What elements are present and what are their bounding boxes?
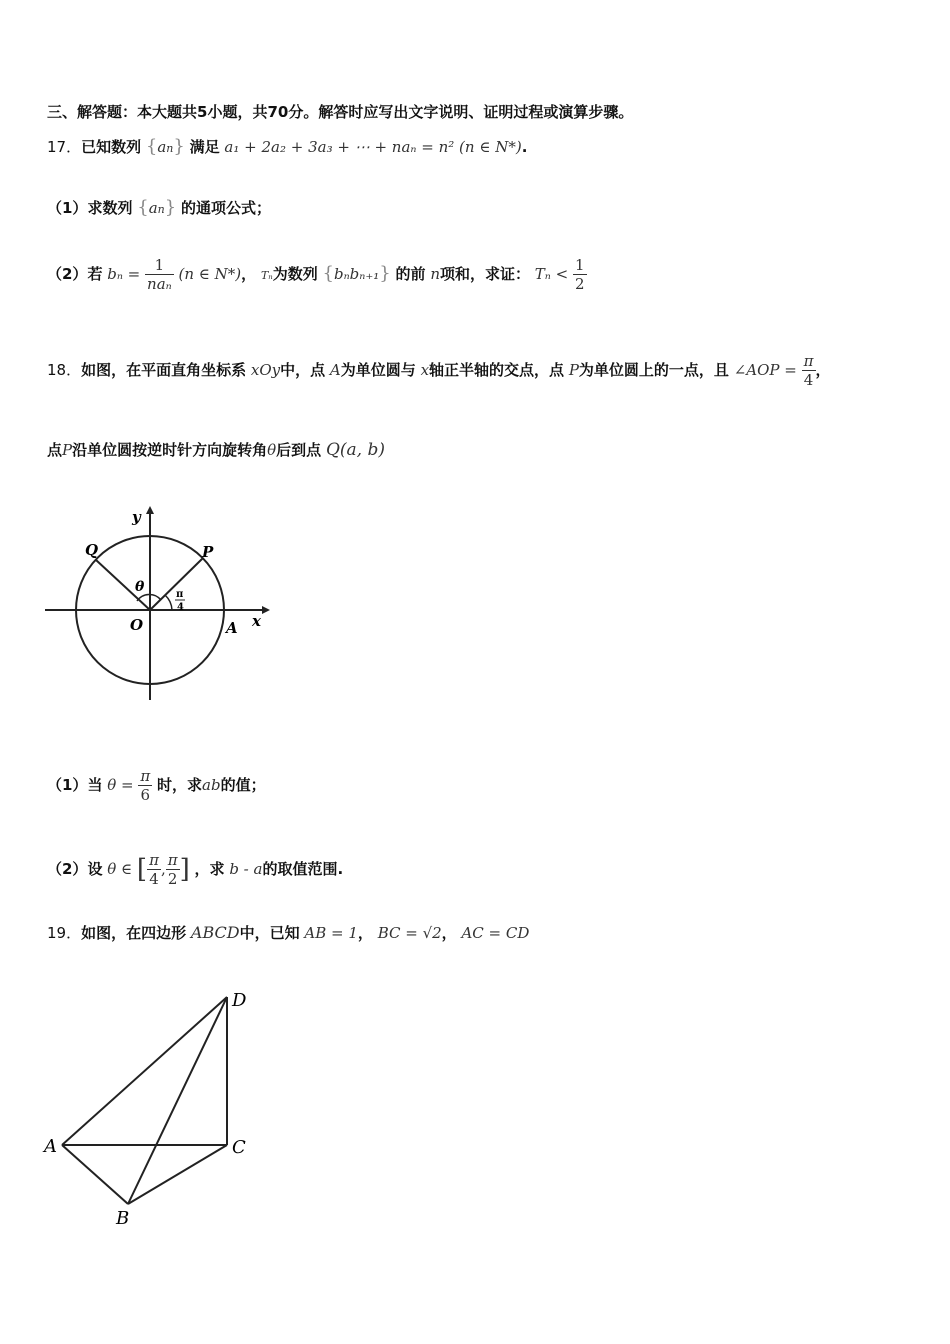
edge-AD: [62, 997, 227, 1145]
O-label: O: [130, 616, 144, 634]
y-axis-arrow: [146, 506, 154, 514]
A-label: A: [226, 619, 238, 637]
q18-pi-2: $\frac{\pi}{2}$: [167, 851, 178, 888]
section-header: 三、解答题：本大题共5小题，共70分。解答时应写出文字说明、证明过程或演算步骤。: [47, 103, 634, 121]
x-axis-arrow: [262, 606, 270, 614]
q18-pi-6: $\frac{\pi}{6}$: [140, 767, 151, 804]
q17-fraction: $\frac{1}{\text{naₙ}}$: [147, 256, 172, 293]
q17-half: $\frac{1}{2}$: [575, 256, 585, 293]
P-label: P: [202, 543, 214, 561]
edge-AB: [62, 1145, 128, 1204]
q18-pi-4: $\frac{\pi}{4}$: [149, 851, 159, 888]
q19-stem: 19．如图，在四边形 ABCD中，已知 AB = 1， BC = √2， AC = CD: [47, 923, 530, 942]
q17-equation-rhs: = n² (n ∈ N*): [421, 138, 522, 156]
unit-circle-figure: [40, 500, 280, 710]
q17-number: 17．: [47, 138, 82, 156]
q18-part1: （1）当 θ = $\frac{\pi}{6}$ 时，求ab的值；: [47, 767, 266, 804]
edge-BD: [128, 997, 227, 1204]
theta-label: θ: [135, 579, 145, 595]
label-A: A: [44, 1136, 57, 1157]
q17-part1: （1）求数列 {an} 的通项公式；: [47, 197, 271, 218]
angle-arc-pi-4: [165, 595, 172, 610]
q18-part2: （2）设 θ ∈ [ $\frac{\pi}{4}$ , $\frac{\pi}{2}$ ] ，求 b - a的取值范围.: [47, 851, 344, 888]
Q-label: Q: [85, 541, 99, 559]
x-label: x: [252, 612, 261, 630]
angle-num-label: π: [176, 589, 184, 600]
label-D: D: [232, 990, 247, 1011]
angle-den-label: 4: [177, 602, 184, 613]
label-B: B: [116, 1208, 130, 1229]
q18-angle-fraction: $\frac{\pi}{4}$: [803, 352, 814, 389]
q18-stem: 18．如图，在平面直角坐标系 xOy中，点 A为单位圆与 x轴正半轴的交点，点 P为单位圆上的一点，且 ∠AOP = $\frac{\pi}{4}$ ，: [47, 352, 831, 389]
q17-stem: 17．已知数列 {an} 满足 a₁ + 2a₂ + 3a₃ + ⋯ + naₙ = n² (n ∈ N*).: [47, 136, 528, 157]
y-label: y: [132, 508, 141, 526]
q17-part2: （2）若 bₙ = $\frac{1}{\text{naₙ}}$ (n ∈ N*)， Tₙ为数列 {bₙbₙ₊₁} 的前 n项和，求证： Tₙ < $\frac{1}{2}$: [47, 256, 585, 293]
q17-equation-lhs: a₁ + 2a₂ + 3a₃ + ⋯ + naₙ: [224, 138, 417, 156]
quadrilateral-figure: [40, 980, 270, 1230]
q18-stem-line2: 点P沿单位圆按逆时针方向旋转角θ后到点 Q(a, b): [47, 440, 385, 460]
label-C: C: [232, 1137, 246, 1158]
